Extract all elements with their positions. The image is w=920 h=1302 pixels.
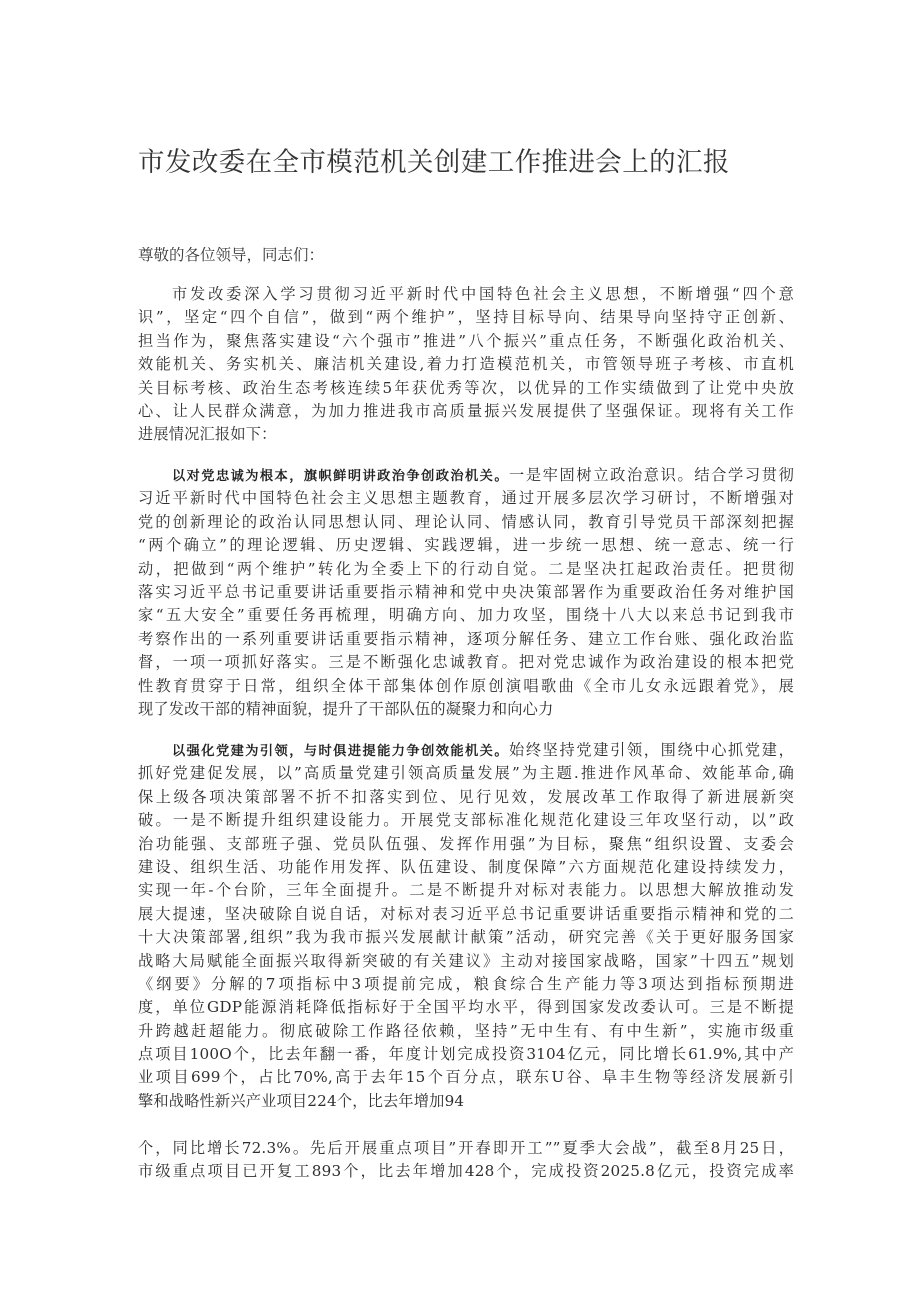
text-line bbox=[138, 879, 794, 902]
line-text: 展大提速，坚决破除自说自话，对标对表习近平总书记重要讲话重要指示精神和党的二 bbox=[138, 904, 794, 923]
line-text: 心、让人民群众满意，为加力推进我市高质量振兴发展提供了坚强保证。现将有关工作 bbox=[138, 401, 794, 420]
text-line bbox=[138, 786, 794, 809]
text-line bbox=[138, 306, 794, 329]
text-line bbox=[138, 581, 794, 604]
line-text: 落实习近平总书记重要讲话重要指示精神和党中央决策部署作为重要政治任务对维护国 bbox=[138, 582, 794, 601]
text-line bbox=[138, 809, 794, 832]
text-line bbox=[138, 651, 794, 674]
line-text: 擎和战略性新兴产业项目224个，比去年增加94 bbox=[138, 1091, 465, 1110]
line-text: 战略大局赋能全面振兴取得新突破的有关建议》主动对接国家战略，国家”十四五”规划 bbox=[138, 951, 794, 970]
line-text: 家“五大安全”重要任务再梳理，明确方向、加力攻坚，围绕十八大以来总书记到我市 bbox=[138, 606, 794, 625]
text-line bbox=[138, 534, 794, 557]
paragraph-political-organ bbox=[138, 464, 794, 721]
text-line bbox=[138, 1160, 794, 1183]
line-text: 一是牢固树立政治意识。结合学习贯彻 bbox=[508, 466, 794, 484]
line-text: 《纲要》分解的7项指标中3项提前完成，粮食综合生产能力等3项达到指标预期进 bbox=[138, 974, 794, 993]
text-line bbox=[138, 1137, 794, 1160]
line-text: 治功能强、支部班子强、党员队伍强、发挥作用强”为目标，聚焦“组织设置、支委会 bbox=[138, 834, 794, 853]
text-line bbox=[138, 1020, 794, 1043]
text-line bbox=[138, 1043, 794, 1066]
text-line bbox=[138, 558, 794, 581]
text-line bbox=[138, 698, 794, 721]
text-line bbox=[138, 423, 794, 446]
line-text: 升跨越赶超能力。彻底破除工作路径依赖，坚持”无中生有、有中生新”，实施市级重 bbox=[138, 1021, 794, 1040]
text-line bbox=[138, 739, 794, 762]
text-line bbox=[138, 377, 794, 400]
text-line bbox=[138, 950, 794, 973]
line-text: 保上级各项决策部署不折不扣落实到位、见行见效，发展改革工作取得了新进展新突 bbox=[138, 787, 794, 806]
text-line bbox=[138, 487, 794, 510]
line-text: 市发改委深入学习贯彻习近平新时代中国特色社会主义思想，不断增强“四个意 bbox=[172, 285, 794, 303]
text-line bbox=[138, 833, 794, 856]
text-line bbox=[138, 926, 794, 949]
line-text: 十大决策部署,组织”我为我市振兴发展献计献策”活动，研究完善《关于更好服务国家 bbox=[138, 928, 794, 947]
section-lead-heading: 以对党忠诚为根本，旗帜鲜明讲政治争创政治机关。 bbox=[172, 469, 509, 484]
salutation: 尊敬的各位领导，同志们： bbox=[138, 246, 325, 264]
section-lead-heading: 以强化党建为引领，与时俱进提能力争创效能机关。 bbox=[172, 744, 509, 759]
line-text: 点项目100O个，比去年翻一番，年度计划完成投资3104亿元，同比增长61.9%,其中产 bbox=[138, 1045, 794, 1064]
line-text: 习近平新时代中国特色社会主义思想主题教育，通过开展多层次学习研讨，不断增强对 bbox=[138, 489, 794, 508]
text-line bbox=[138, 1090, 794, 1113]
text-line bbox=[138, 762, 794, 785]
text-line bbox=[138, 1066, 794, 1089]
line-text: 党的创新理论的政治认同思想认同、理论认同、情感认同，教育引导党员干部深刻把握 bbox=[138, 512, 794, 531]
text-line bbox=[138, 856, 794, 879]
text-line bbox=[138, 604, 794, 627]
paragraph-intro bbox=[138, 283, 794, 447]
line-text: 市级重点项目已开复工893个，比去年增加428个，完成投资2025.8亿元，投资完成率 bbox=[138, 1162, 794, 1181]
line-text: 实现一年-个台阶，三年全面提升。二是不断提升对标对表能力。以思想大解放推动发 bbox=[138, 881, 794, 900]
line-text: 识”，坚定“四个自信”，做到“两个维护”，坚持目标导向、结果导向坚持守正创新、 bbox=[138, 308, 794, 327]
line-text: 性教育贯穿于日常，组织全体干部集体创作原创演唱歌曲《全市儿女永远跟着党》，展 bbox=[138, 676, 794, 695]
line-text: 督，一项一项抓好落实。三是不断强化忠诚教育。把对党忠诚作为政治建设的根本把党 bbox=[138, 653, 794, 672]
text-line bbox=[138, 511, 794, 534]
text-line bbox=[138, 675, 794, 698]
line-text: 进展情况汇报如下： bbox=[138, 425, 277, 444]
text-line bbox=[138, 628, 794, 651]
line-text: 效能机关、务实机关、廉洁机关建设,着力打造模范机关，市管领导班子考核、市直机 bbox=[138, 355, 794, 374]
line-text: 考察作出的一系列重要讲话重要指示精神，逐项分解任务、建立工作台账、强化政治监 bbox=[138, 629, 794, 648]
line-text: 建设、组织生活、功能作用发挥、队伍建设、制度保障”六方面规范化建设持续发力， bbox=[138, 857, 794, 876]
paragraph-continuation bbox=[138, 1137, 794, 1184]
text-line bbox=[138, 996, 794, 1019]
line-text: 担当作为，聚焦落实建设“六个强市”推进”八个振兴”重点任务，不断强化政治机关、 bbox=[138, 331, 794, 350]
text-line bbox=[138, 464, 794, 487]
line-text: “两个确立”的理论逻辑、历史逻辑、实践逻辑，进一步统一思想、统一意志、统一行 bbox=[138, 536, 794, 555]
line-text: 破。一是不断提升组织建设能力。开展党支部标准化规范化建设三年攻坚行动，以”政 bbox=[138, 811, 794, 830]
text-line bbox=[138, 973, 794, 996]
line-text: 抓好党建促发展，以”高质量党建引领高质量发展”为主题.推进作风革命、效能革命,确 bbox=[138, 764, 794, 783]
text-line bbox=[138, 903, 794, 926]
line-text: 始终坚持党建引领，围绕中心抓党建， bbox=[508, 741, 794, 759]
line-text: 业项目699个，占比70%,高于去年15个百分点，联东U谷、阜丰生物等经济发展新引 bbox=[138, 1068, 794, 1087]
text-line bbox=[138, 400, 794, 423]
paragraph-efficiency-organ bbox=[138, 739, 794, 1113]
text-line bbox=[138, 353, 794, 376]
text-line bbox=[138, 283, 794, 306]
line-text: 个，同比增长72.3%。先后开展重点项目”开春即开工””夏季大会战”，截至8月25日， bbox=[138, 1139, 794, 1157]
line-text: 关目标考核、政治生态考核连续5年获优秀等次，以优异的工作实绩做到了让党中央放 bbox=[138, 378, 794, 397]
line-text: 动，把做到“两个维护”转化为全委上下的行动自觉。二是坚决扛起政治责任。把贯彻 bbox=[138, 559, 794, 578]
page-title: 市发改委在全市模范机关创建工作推进会上的汇报 bbox=[138, 147, 730, 178]
line-text: 现了发改干部的精神面貌，提升了干部队伍的凝聚力和向心力 bbox=[138, 699, 554, 718]
line-text: 度，单位GDP能源消耗降低指标好于全国平均水平，得到国家发改委认可。三是不断提 bbox=[138, 998, 794, 1017]
text-line bbox=[138, 330, 794, 353]
